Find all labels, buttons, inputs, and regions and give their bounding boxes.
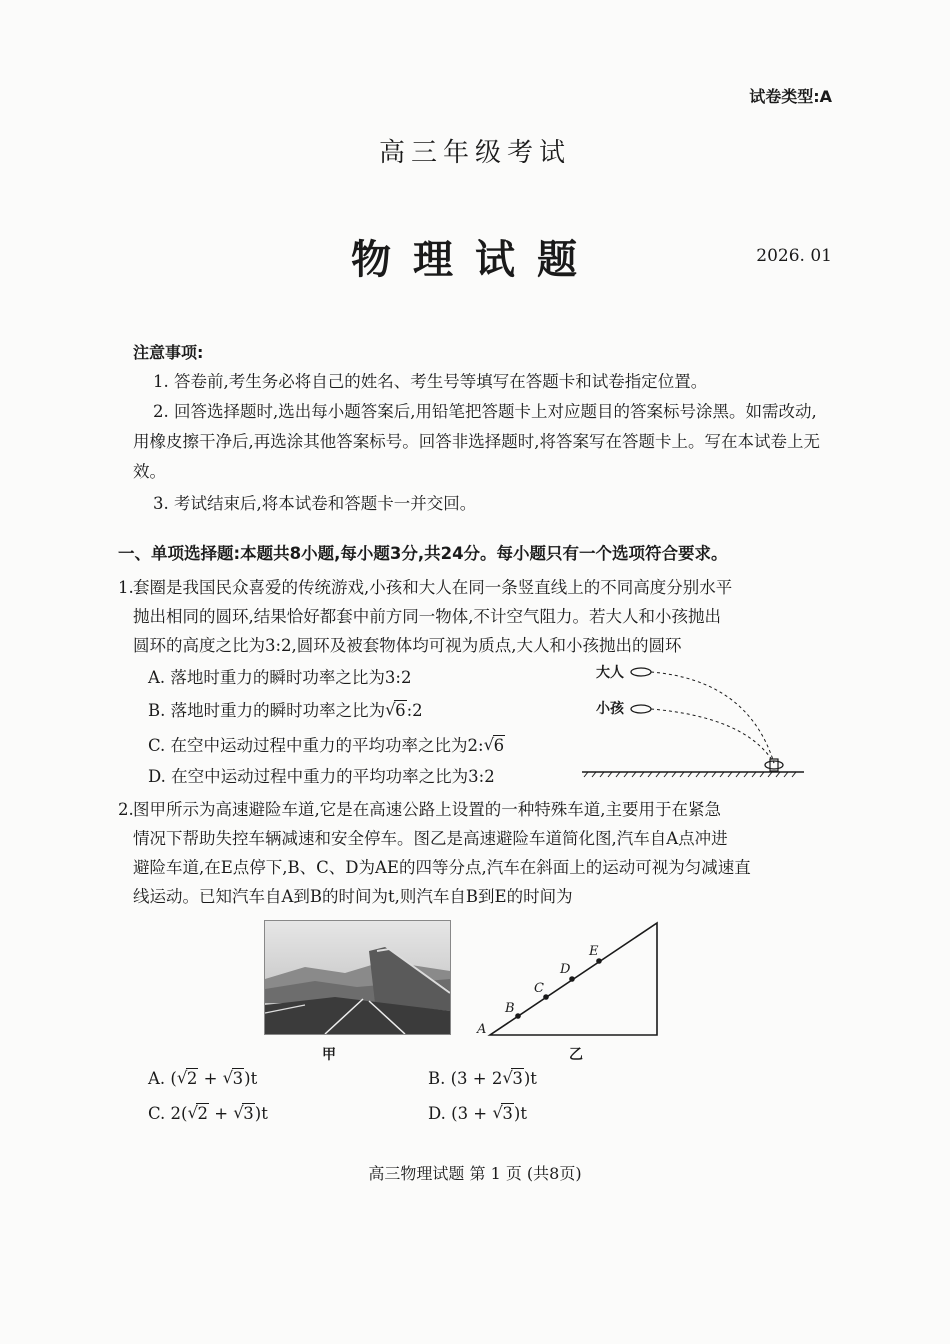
- page-footer: 高三物理试题 第 1 页 (共8页): [368, 1164, 582, 1183]
- notice-item-3: 3. 考试结束后,将本试卷和答题卡一并交回。: [153, 494, 477, 513]
- option-text: +: [208, 1104, 234, 1123]
- point-d: [569, 976, 575, 982]
- child-label: 小孩: [596, 701, 624, 717]
- sqrt-symbol: [233, 1104, 255, 1123]
- exam-date: 2026. 01: [756, 246, 832, 266]
- radicand: 3: [232, 1069, 244, 1088]
- option-text: )t: [513, 1104, 527, 1123]
- ground-hatching: [584, 772, 796, 777]
- escape-lane-photo: [264, 920, 451, 1035]
- label-a: A: [477, 1022, 487, 1037]
- question-1: [118, 573, 838, 660]
- notice-item-1: 1. 答卷前,考生务必将自己的姓名、考生号等填写在答题卡和试卷指定位置。: [153, 372, 708, 391]
- question-line: 抛出相同的圆环,结果恰好都套中前方同一物体,不计空气阻力。若大人和小孩抛出: [133, 607, 721, 626]
- sqrt-symbol: [484, 736, 506, 755]
- section-heading: 一、单项选择题:本题共8小题,每小题3分,共24分。每小题只有一个选项符合要求。: [118, 544, 728, 563]
- option-text: )t: [244, 1069, 258, 1088]
- option-text: )t: [254, 1104, 268, 1123]
- notice-heading: 注意事项:: [133, 343, 204, 362]
- incline-diagram: [474, 915, 669, 1045]
- question-line: 圆环的高度之比为3:2,圆环及被套物体均可视为质点,大人和小孩抛出的圆环: [133, 636, 682, 655]
- sqrt-symbol: [492, 1104, 514, 1123]
- q1-option-a: A. 落地时重力的瞬时功率之比为3:2: [148, 668, 412, 687]
- ring-toss-figure: [578, 655, 810, 780]
- question-line: 避险车道,在E点停下,B、C、D为AE的四等分点,汽车在斜面上的运动可视为匀减速直: [133, 858, 751, 877]
- question-line: 情况下帮助失控车辆减速和安全停车。图乙是高速避险车道简化图,汽车自A点冲进: [133, 829, 728, 848]
- notice-item-2: 2. 回答选择题时,选出每小题答案后,用铅笔把答题卡上对应题目的答案标号涂黑。如需改动,用橡皮擦干净后,再选涂其他答案标号。回答非选择题时,将答案写在答题卡上。写在本试卷上无效。: [133, 402, 820, 481]
- point-b: [515, 1013, 521, 1019]
- option-text: D. (3 +: [428, 1104, 493, 1123]
- option-text: B. (3 + 2: [428, 1069, 503, 1088]
- question-line: 图甲所示为高速避险车道,它是在高速公路上设置的一种特殊车道,主要用于在紧急: [133, 800, 721, 819]
- option-text: +: [198, 1069, 223, 1088]
- label-b: B: [505, 1001, 515, 1016]
- point-c: [543, 994, 549, 1000]
- question-line: 线运动。已知汽车自A到B的时间为t,则汽车自B到E的时间为: [133, 887, 573, 906]
- radicand: 3: [502, 1104, 513, 1123]
- sqrt-symbol: [502, 1069, 524, 1088]
- question-line: 套圈是我国民众喜爱的传统游戏,小孩和大人在同一条竖直线上的不同高度分别水平: [133, 578, 733, 597]
- paper-type: 试卷类型:A: [749, 87, 832, 106]
- radicand: 3: [243, 1104, 254, 1123]
- sqrt-symbol: [223, 1069, 245, 1088]
- sqrt-symbol: [385, 701, 407, 720]
- q2-option-d: [428, 1104, 527, 1123]
- q1-option-b: [148, 697, 423, 721]
- q2-option-a: [148, 1069, 257, 1088]
- figure-caption-left: 甲: [322, 1047, 336, 1063]
- option-text: C. 2(: [148, 1104, 188, 1123]
- radicand: 2: [186, 1069, 198, 1088]
- page-title: 物理试题: [351, 236, 599, 283]
- adult-label: 大人: [596, 665, 624, 681]
- question-number: 1.: [118, 578, 134, 597]
- figure-caption-right: 乙: [569, 1047, 583, 1063]
- radicand: 6: [395, 701, 406, 720]
- exam-subtitle: 高三年级考试: [378, 138, 571, 168]
- q1-option-d: D. 在空中运动过程中重力的平均功率之比为3:2: [148, 767, 495, 786]
- option-text: B. 落地时重力的瞬时功率之比为: [148, 701, 386, 720]
- option-text: :2: [406, 701, 423, 720]
- option-text: )t: [523, 1069, 537, 1088]
- sqrt-symbol: [187, 1104, 209, 1123]
- child-ring: [631, 705, 651, 713]
- question-2: [118, 795, 838, 911]
- adult-ring: [631, 668, 651, 676]
- radicand: 3: [512, 1069, 523, 1088]
- point-e: [596, 958, 602, 964]
- sqrt-symbol: [177, 1069, 199, 1088]
- label-e: E: [589, 944, 599, 959]
- radicand: 6: [493, 736, 505, 755]
- adult-trajectory: [651, 672, 774, 763]
- option-text: C. 在空中运动过程中重力的平均功率之比为2:: [148, 736, 484, 755]
- escape-lane-photo-drawing: [265, 921, 450, 1034]
- child-trajectory: [651, 709, 774, 763]
- radicand: 2: [197, 1104, 208, 1123]
- question-number: 2.: [118, 800, 134, 819]
- option-text: A. (: [148, 1069, 177, 1088]
- label-c: C: [534, 981, 544, 996]
- label-d: D: [560, 962, 571, 977]
- q1-option-c: [148, 732, 505, 756]
- q2-option-b: [428, 1069, 537, 1088]
- q2-option-c: [148, 1104, 268, 1123]
